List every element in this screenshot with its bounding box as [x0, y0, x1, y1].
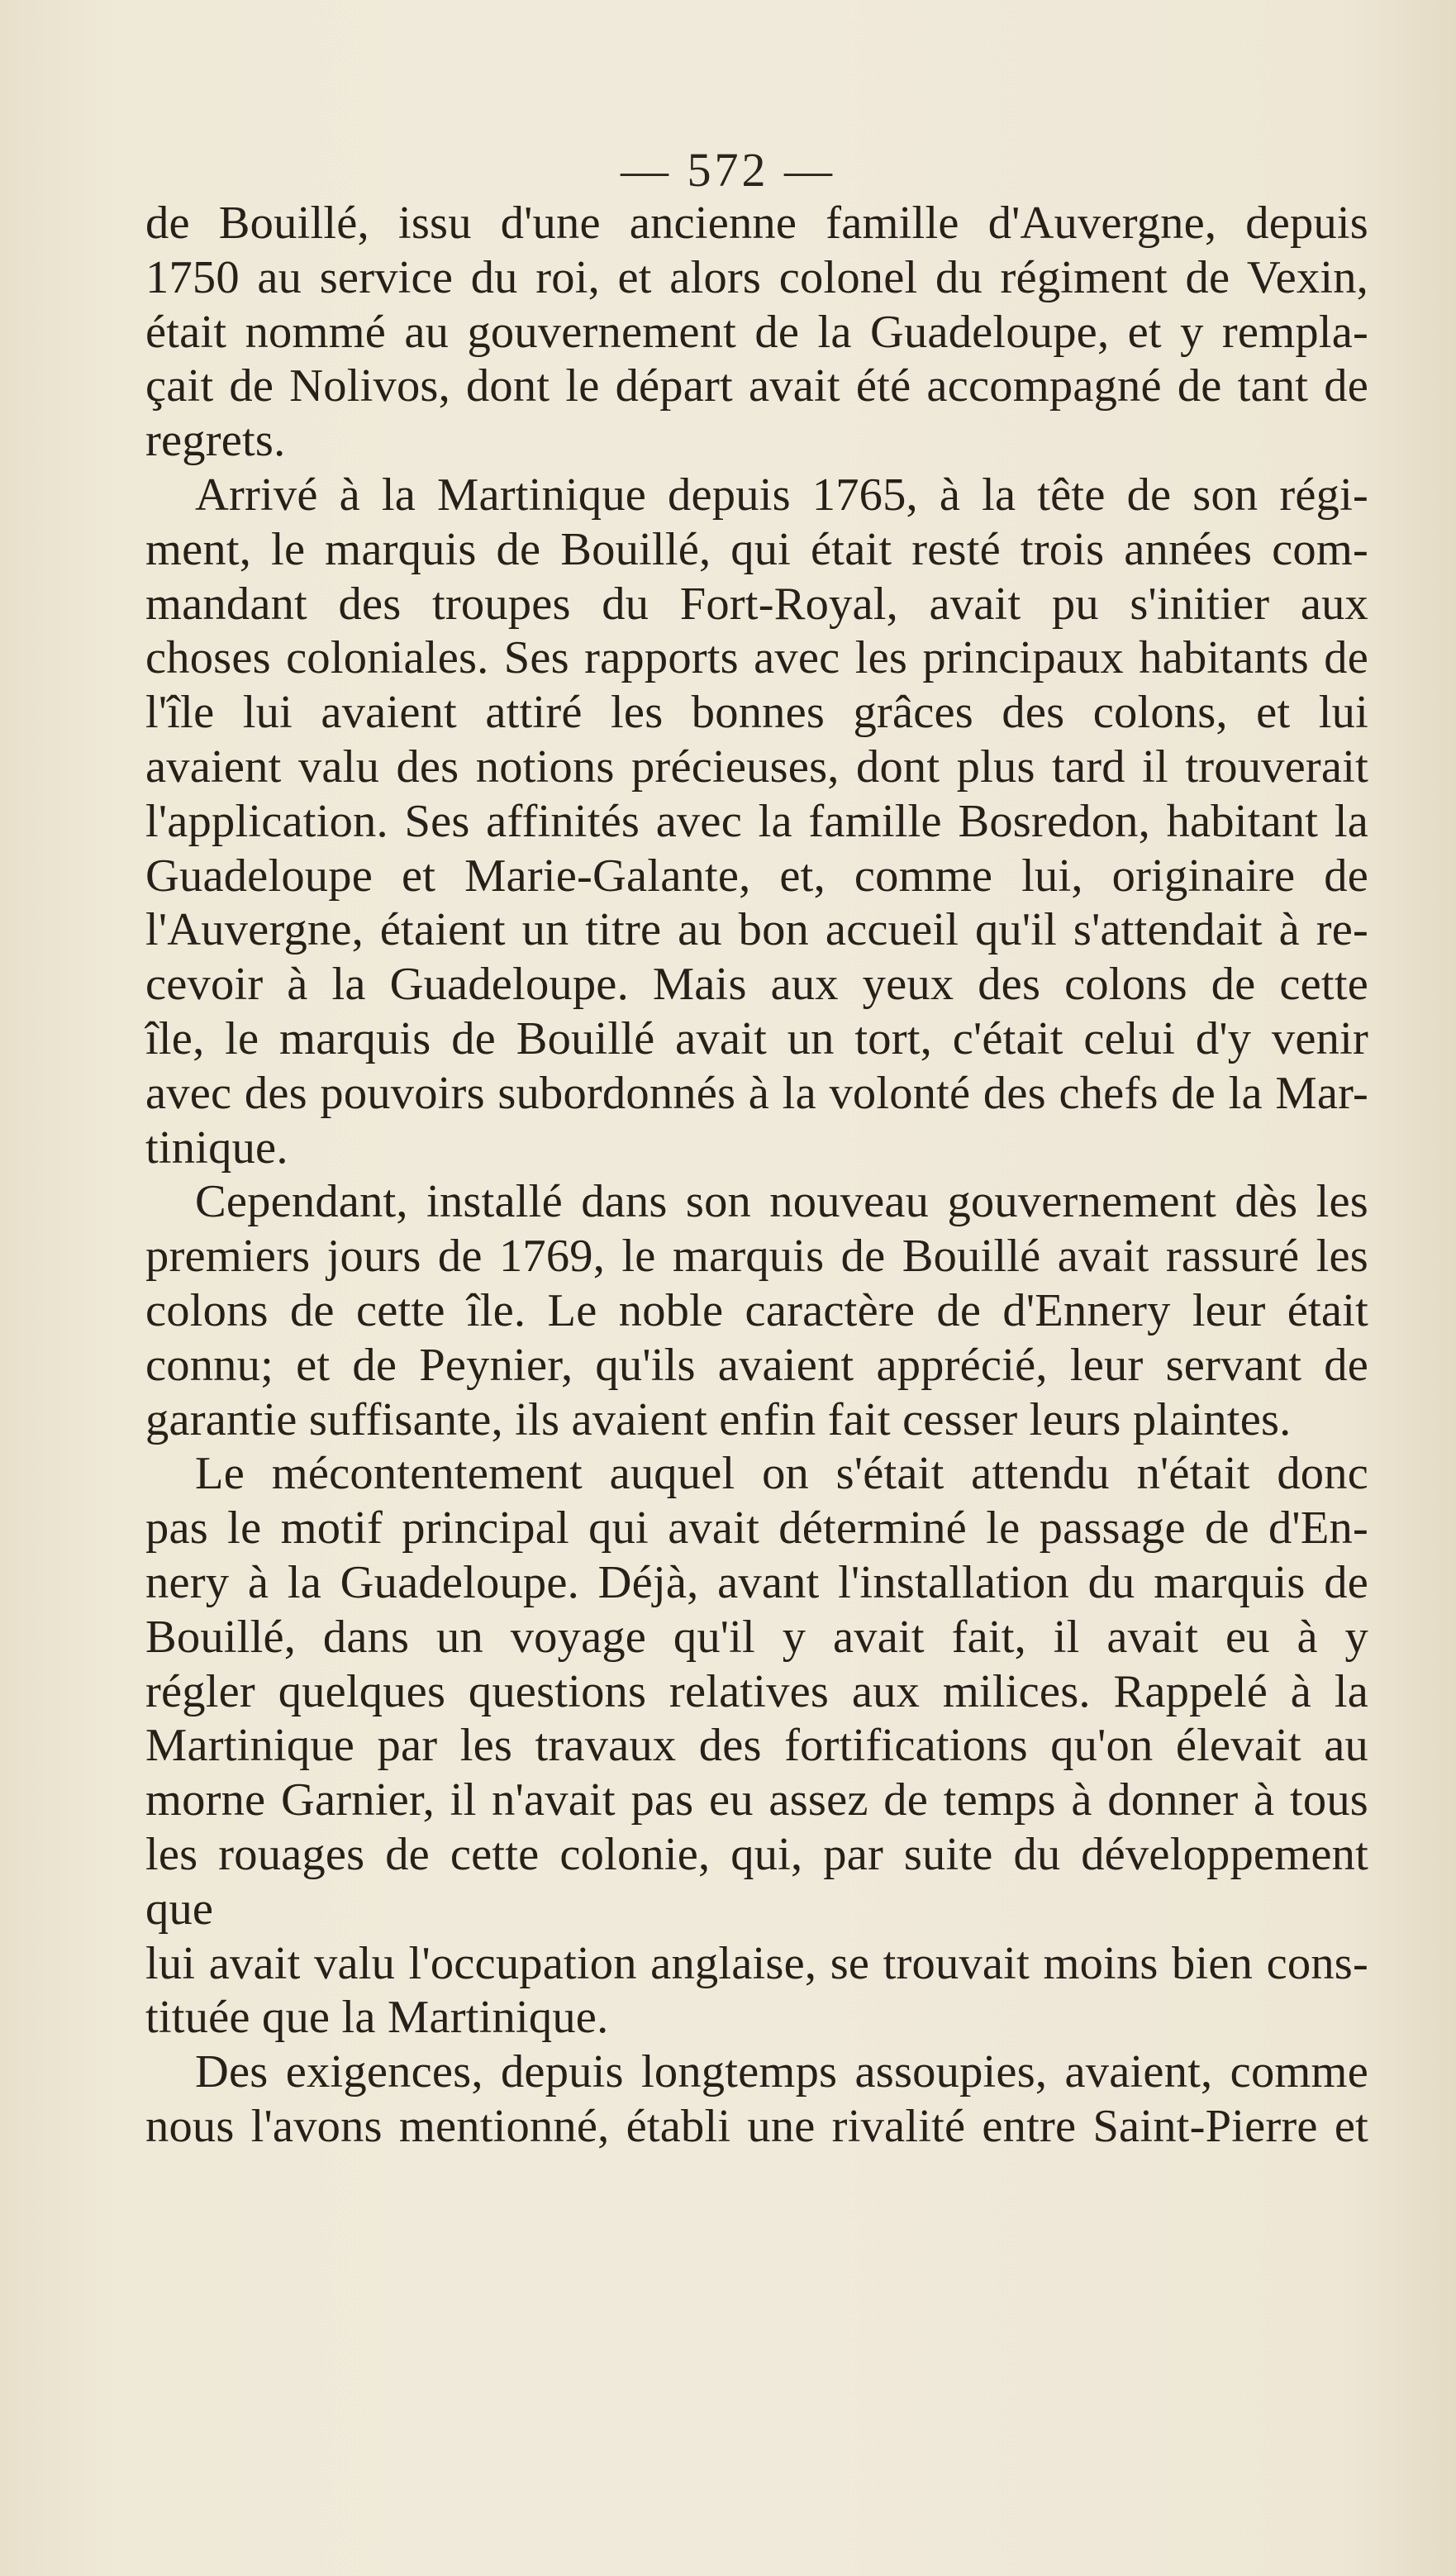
body-text [145, 197, 1368, 2155]
text-line: 1750 au service du roi, et alors colonel du régiment de Vexin, [145, 251, 1368, 303]
text-line: premiers jours de 1769, le marquis de Bouillé avait rassuré les [145, 1231, 1368, 1283]
text-line: avec des pouvoirs subordonnés à la volonté des chefs de la Mar- [145, 1067, 1368, 1119]
text-line: Arrivé à la Martinique depuis 1765, à la tête de son régi- [195, 469, 1368, 521]
text-line: Guadeloupe et Marie-Galante, et, comme lui, originaire de [145, 850, 1368, 902]
text-line: mandant des troupes du Fort-Royal, avait pu s'initier aux [145, 578, 1368, 630]
text-line: nery à la Guadeloupe. Déjà, avant l'installation du marquis de [145, 1556, 1368, 1608]
text-line: Martinique par les travaux des fortifications qu'on élevait au [145, 1720, 1368, 1772]
text-line: de Bouillé, issu d'une ancienne famille d'Auvergne, depuis [145, 198, 1368, 249]
text-line: colons de cette île. Le noble caractère de d'Ennery leur était [145, 1284, 1368, 1336]
text-line: çait de Nolivos, dont le départ avait été accompagné de tant de [145, 360, 1368, 412]
text-line: nous l'avons mentionné, établi une rivalité entre Saint-Pierre et [145, 2100, 1368, 2152]
text-line: lui avait valu l'occupation anglaise, se trouvait moins bien cons- [145, 1937, 1368, 1989]
text-line: l'Auvergne, étaient un titre au bon accueil qu'il s'attendait à re- [145, 904, 1368, 956]
text-line: l'application. Ses affinités avec la famille Bosredon, habitant la [145, 795, 1368, 847]
text-line: cevoir à la Guadeloupe. Mais aux yeux des colons de cette [145, 959, 1368, 1011]
text-line: île, le marquis de Bouillé avait un tort, c'était celui d'y venir [145, 1012, 1368, 1064]
text-line: Le mécontentement auquel on s'était attendu n'était donc [195, 1448, 1368, 1500]
text-line: morne Garnier, il n'avait pas eu assez de temps à donner à tous [145, 1774, 1368, 1826]
text-line: tituée que la Martinique. [145, 1992, 609, 2044]
text-line: avaient valu des notions précieuses, dont plus tard il trouverait [145, 740, 1368, 793]
text-line: les rouages de cette colonie, qui, par suite du développement que [145, 1828, 1368, 1935]
text-line: Bouillé, dans un voyage qu'il y avait fait, il avait eu à y [145, 1611, 1368, 1663]
page-number: — 572 — [621, 143, 835, 197]
text-line: ment, le marquis de Bouillé, qui était resté trois années com- [145, 523, 1368, 575]
text-line: choses coloniales. Ses rapports avec les principaux habitants de [145, 632, 1368, 684]
text-line: regrets. [145, 415, 286, 467]
text-line: garantie suffisante, ils avaient enfin fait cesser leurs plaintes. [145, 1393, 1292, 1445]
text-line: tinique. [145, 1121, 288, 1174]
text-line: pas le motif principal qui avait déterminé le passage de d'En- [145, 1502, 1368, 1555]
text-line: l'île lui avaient attiré les bonnes grâces des colons, et lui [145, 687, 1368, 739]
text-line: était nommé au gouvernement de la Guadeloupe, et y rempla- [145, 306, 1368, 358]
text-line: connu; et de Peynier, qu'ils avaient apprécié, leur servant de [145, 1339, 1368, 1391]
text-line: régler quelques questions relatives aux milices. Rappelé à la [145, 1665, 1368, 1717]
text-line: Des exigences, depuis longtemps assoupies, avaient, comme [195, 2046, 1368, 2098]
text-line: Cependant, installé dans son nouveau gouvernement dès les [195, 1176, 1368, 1228]
